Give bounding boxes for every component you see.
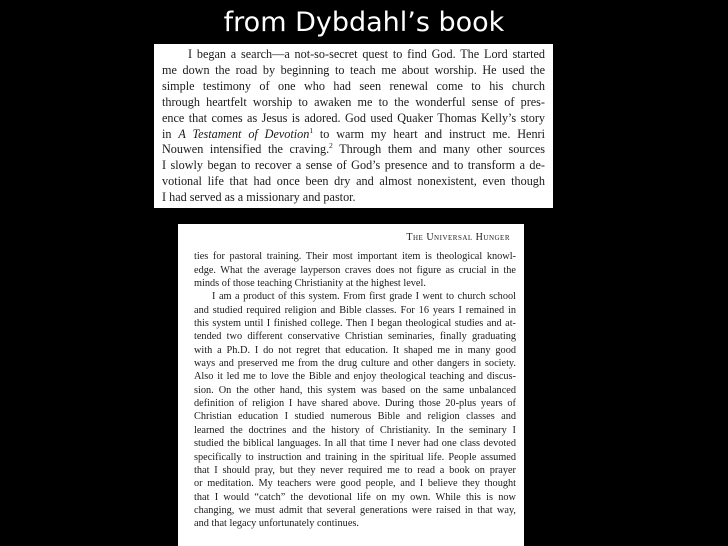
- text-line: or meditation. My teachers were good people, and I believe they thought: [194, 478, 516, 490]
- text-line: [162, 127, 545, 143]
- text-line: this system until I finished college. Then I began theological studies and at-: [194, 318, 516, 330]
- text-fragment: Through them and many other sources: [332, 142, 545, 157]
- text-line: I am a product of this system. From first grade I went to church school: [212, 291, 516, 303]
- book-excerpt-2: [178, 224, 524, 546]
- text-line: ence that comes as Jesus is adored. God used Quaker Thomas Kelly’s story: [162, 110, 545, 125]
- text-fragment: to warm my heart and instruct me. Henri: [319, 126, 545, 141]
- text-line: simple testimony of one who had seen renewal come to his church: [162, 78, 545, 93]
- slide-title: from Dybdahl’s book: [223, 7, 505, 38]
- text-line: votional life that had once been dry and almost nonexistent, even though: [162, 174, 545, 189]
- text-line: I slowly began to recover a sense of God’s presence and to transform a de-: [162, 158, 545, 173]
- text-line: minds of those teaching Christianity at the highest level.: [194, 278, 426, 290]
- text-fragment: in: [162, 126, 179, 141]
- running-head: The Universal Hunger: [406, 232, 510, 243]
- text-line: [162, 142, 545, 158]
- text-line: and that legacy unfortunately continues.: [194, 518, 359, 530]
- book-title: A Testament of Devotion: [178, 126, 310, 141]
- text-line: sion. On the other hand, this system was based on the same unbalanced: [194, 384, 516, 396]
- text-line: Also it led me to love the Bible and enjoy theological teaching and discus-: [194, 371, 516, 383]
- text-line: I began a search—a not-so-secret quest to find God. The Lord started: [188, 47, 545, 61]
- text-line: studied the biblical languages. In all that time I never had one class devoted: [194, 438, 516, 450]
- text-line: through heartfelt worship to awaken me to the wonderful sense of pres-: [162, 94, 545, 109]
- text-line: definition of religion I have shared above. During those 20-plus years of: [194, 398, 516, 410]
- text-line: Christian education I studied numerous Bible and religion classes and: [194, 411, 516, 423]
- text-line: me down the road by beginning to teach me about worship. He used the: [162, 62, 545, 77]
- book-excerpt-1: [154, 44, 553, 208]
- text-line: changing, we must admit that several generations were raised in that way,: [194, 504, 516, 516]
- text-line: learned the doctrines and the history of Christianity. In the seminary I: [194, 424, 516, 436]
- text-line: that I would “catch” the devotional life on my own. While this is now: [194, 491, 516, 503]
- text-line: I had served as a missionary and pastor.: [162, 190, 356, 205]
- footnote-marker: 1: [309, 125, 313, 135]
- text-line: ways and preserved me from the drug culture and other dangers in society.: [194, 358, 516, 370]
- text-line: edge. What the average layperson craves does not figure as crucial in the: [194, 264, 516, 276]
- text-line: with a Ph.D. I do not regret that education. It shaped me in many good: [194, 344, 516, 356]
- text-line: specifically to instruction and training in the spiritual life. People assumed: [194, 451, 516, 463]
- text-line: ties for pastoral training. Their most important item is theological knowl-: [194, 251, 516, 263]
- text-line: that I should pray, but they never required me to read a book on prayer: [194, 464, 516, 476]
- text-line: tended two different conservative Christian seminaries, finally graduating: [194, 331, 516, 343]
- text-line: and studied required religion and Bible classes. For 16 years I remained in: [194, 304, 516, 316]
- footnote-marker: 2: [329, 141, 333, 151]
- text-fragment: Nouwen intensified the craving.: [162, 142, 330, 157]
